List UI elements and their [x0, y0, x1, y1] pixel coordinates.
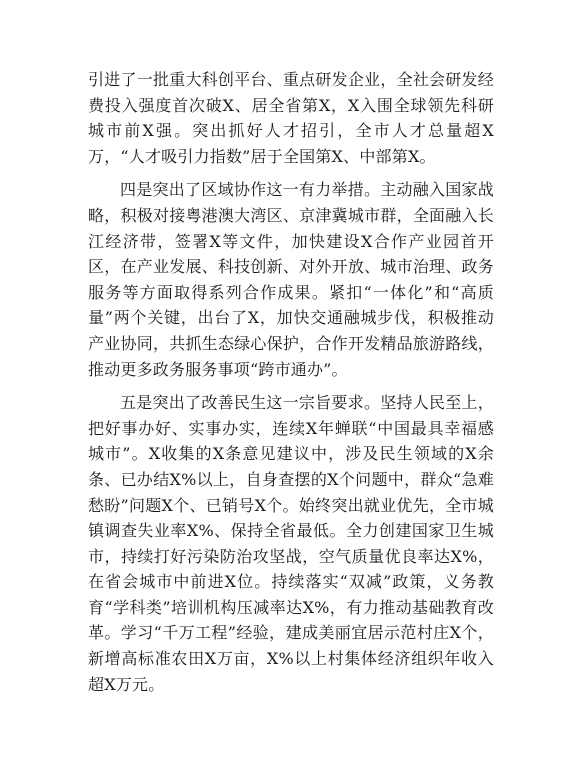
paragraph-3: 五是突出了改善民生这一宗旨要求。坚持人民至上，把好事办好、实事办实，连续X年蝉联“中国最具幸福感城市”。X收集的X条意见建议中，涉及民生领域的X余条、已办结X%以上，自身查摆的X个问题中，群众“急难愁盼”问题X个、已销号X个。始终突出就业优先，全市城镇调查失业率X%、保持全省最低。全力创建国家卫生城市，持续打好污染防治攻坚战，空气质量优良率达X%，在省会城市中前进X位。持续落实“双减”政策，义务教育“学科类”培训机构压减率达X%，有力推动基础教育改革。学习“千万工程”经验，建成美丽宜居示范村庄X个，新增高标准农田X万亩，X%以上村集体经济组织年收入超X万元。: [88, 393, 494, 694]
paragraph-1: 引进了一批重大科创平台、重点研发企业，全社会研发经费投入强度首次破X、居全省第X，X入围全球领先科研城市前X强。突出抓好人才招引，全市人才总量超X万，“人才吸引力指数”居于全国第X、中部第X。: [88, 70, 494, 166]
document-body: [88, 67, 494, 705]
paragraph-2: 四是突出了区域协作这一有力举措。主动融入国家战略，积极对接粤港澳大湾区、京津冀城市群，全面融入长江经济带，签署X等文件，加快建设X合作产业园首开区，在产业发展、科技创新、对外开放、城市治理、政务服务等方面取得系列合作成果。紧扣“一体化”和“高质量”两个关键，出台了X，加快交通融城步伐，积极推动产业协同，共抓生态绿心保护，合作开发精品旅游路线，推动更多政务服务事项“跨市通办”。: [88, 180, 494, 379]
